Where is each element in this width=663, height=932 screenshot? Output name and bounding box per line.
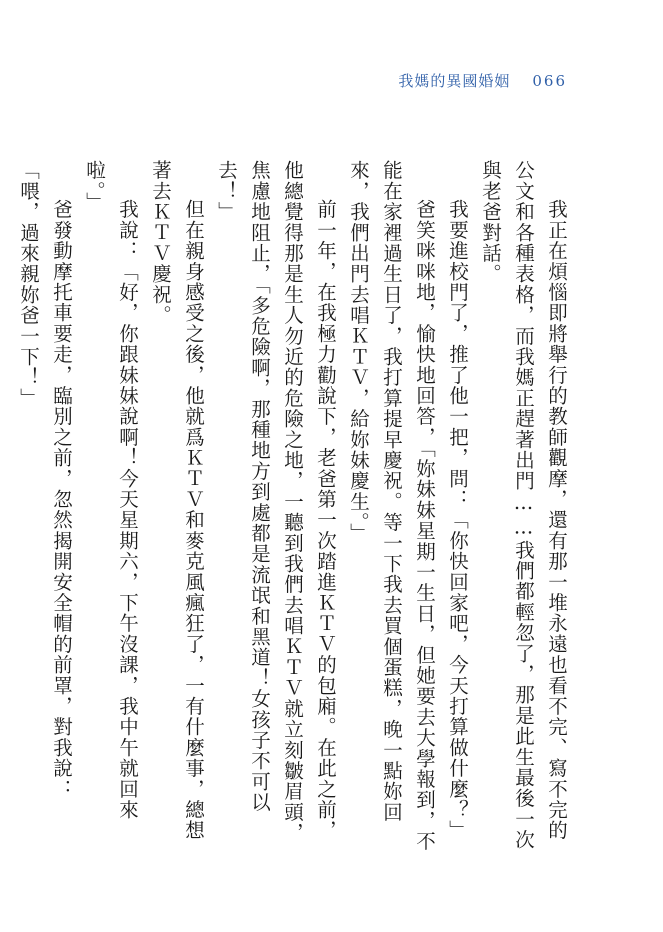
vertical-text-body xyxy=(17,160,573,860)
paragraph: 我正在煩惱即將舉行的教師觀摩，還有那一堆永遠也看不完、寫不完的公文和各種表格，而我媽正趕著出門……我們都輕忽了，那是此生最後一次與老爸對話。 xyxy=(479,160,568,851)
paragraph: 爸笑咪咪地，愉快地回答，「妳妹妹星期一生日，但她要去大學報到，不能在家裡過生日了，我打算提早慶祝。等一下我去買個蛋糕，晚一點妳回來，我們出門去唱ＫＴＶ，給妳妹慶生。」 xyxy=(347,160,436,852)
page-number: 066 xyxy=(532,72,567,90)
paragraph: 前一年，在我極力勸說下，老爸第一次踏進ＫＴＶ的包廂。在此之前，他總覺得那是生人勿近的危險之地，一聽到我們去唱ＫＴＶ就立刻皺眉頭，焦慮地阻止，「多危險啊，那種地方到處都是流氓和黑道！女孩子不可以去！」 xyxy=(215,160,337,844)
paragraph: 我要進校門了，推了他一把，問：「你快回家吧，今天打算做什麼？」 xyxy=(446,199,469,841)
paragraph: 我說：「好，你跟妹妹說啊！今天星期六，下午沒課，我中午就回來啦。」 xyxy=(83,160,139,820)
book-title: 我媽的異國婚姻 xyxy=(398,72,511,90)
paragraph: 爸發動摩托車要走，臨別之前，忽然揭開安全帽的前罩，對我說：「喂，過來親妳爸一下！」 xyxy=(17,160,73,800)
page-header xyxy=(398,70,567,91)
paragraph: 但在親身感受之後，他就爲ＫＴＶ和麥克風瘋狂了，一有什麼事，總想著去ＫＴＶ慶祝。 xyxy=(149,160,205,841)
